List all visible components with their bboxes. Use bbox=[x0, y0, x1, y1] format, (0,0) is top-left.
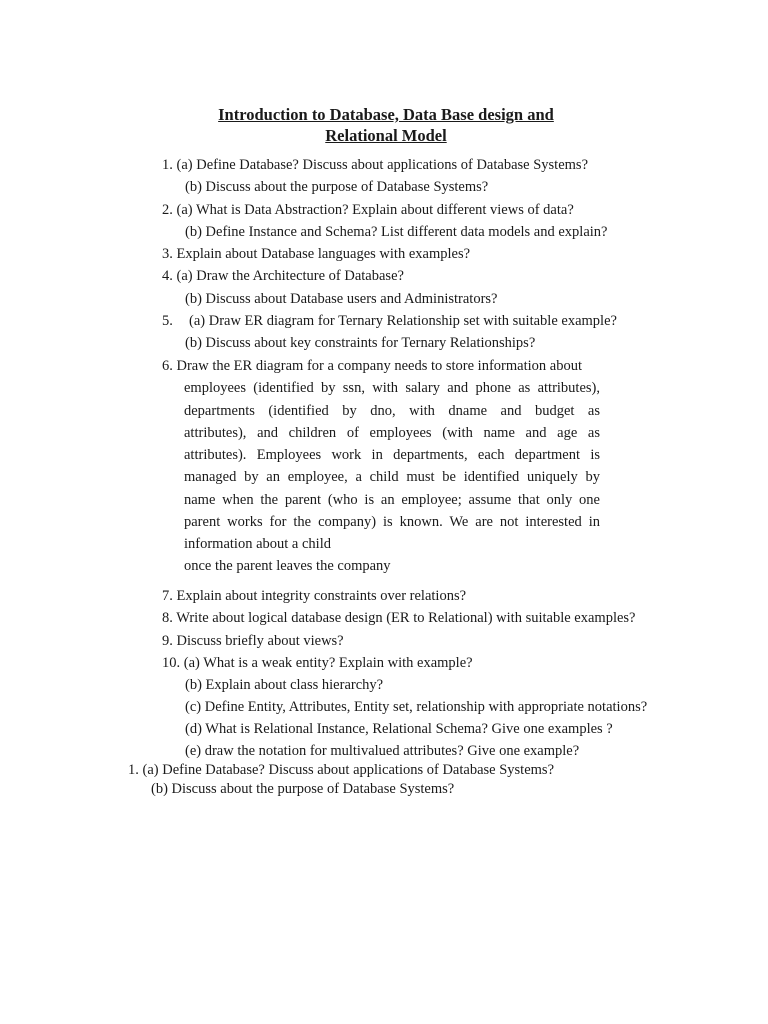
question-6-line-10: once the parent leaves the company bbox=[184, 558, 391, 574]
question-6-line-2: employees (identified by ssn, with salary and phone as attributes), bbox=[184, 380, 600, 396]
document-title: Introduction to Database, Data Base design and bbox=[218, 105, 554, 124]
document-title-line2: Relational Model bbox=[325, 126, 447, 145]
question-1a: 1. (a) Define Database? Discuss about applications of Database Systems? bbox=[162, 157, 589, 173]
question-10a: 10. (a) What is a weak entity? Explain with example? bbox=[162, 655, 473, 671]
question-1b: (b) Discuss about the purpose of Database Systems? bbox=[185, 179, 489, 195]
question-6-line-6: managed by an employee, a child must be identified uniquely by bbox=[184, 469, 600, 485]
question-6-line-3: departments (identified by dno, with dname and budget as bbox=[184, 403, 600, 419]
question-10d: (d) What is Relational Instance, Relational Schema? Give one examples ? bbox=[185, 721, 613, 737]
question-9: 9. Discuss briefly about views? bbox=[162, 633, 344, 649]
question-6-line-9: information about a child bbox=[184, 536, 331, 552]
question-2a: 2. (a) What is Data Abstraction? Explain about different views of data? bbox=[162, 202, 574, 218]
question-6-line-8: parent works for the company) is known. We are not interested in bbox=[184, 514, 600, 530]
question-3: 3. Explain about Database languages with examples? bbox=[162, 246, 471, 262]
question-2b: (b) Define Instance and Schema? List different data models and explain? bbox=[185, 224, 608, 240]
question-10e: (e) draw the notation for multivalued attributes? Give one example? bbox=[185, 743, 580, 759]
question-10b: (b) Explain about class hierarchy? bbox=[185, 677, 384, 693]
question-5-number: 5. bbox=[162, 313, 173, 329]
question-7: 7. Explain about integrity constraints over relations? bbox=[162, 588, 467, 604]
question-4a: 4. (a) Draw the Architecture of Database? bbox=[162, 268, 404, 284]
question-6-line-4: attributes), and children of employees (with name and age as bbox=[184, 425, 600, 441]
question-10c: (c) Define Entity, Attributes, Entity set, relationship with appropriate notations? bbox=[185, 699, 648, 715]
question-6-line-1: 6. Draw the ER diagram for a company needs to store information about bbox=[162, 358, 582, 374]
question-5a: (a) Draw ER diagram for Ternary Relationship set with suitable example? bbox=[189, 313, 617, 329]
question-6-line-5: attributes). Employees work in departments, each department is bbox=[184, 447, 600, 463]
repeated-question-1a: 1. (a) Define Database? Discuss about applications of Database Systems? bbox=[128, 762, 555, 778]
question-8: 8. Write about logical database design (ER to Relational) with suitable examples? bbox=[162, 610, 636, 626]
repeated-question-1b: (b) Discuss about the purpose of Database Systems? bbox=[151, 781, 455, 797]
question-6-line-7: name when the parent (who is an employee; assume that only one bbox=[184, 492, 600, 508]
question-4b: (b) Discuss about Database users and Administrators? bbox=[185, 291, 498, 307]
question-5b: (b) Discuss about key constraints for Ternary Relationships? bbox=[185, 335, 536, 351]
